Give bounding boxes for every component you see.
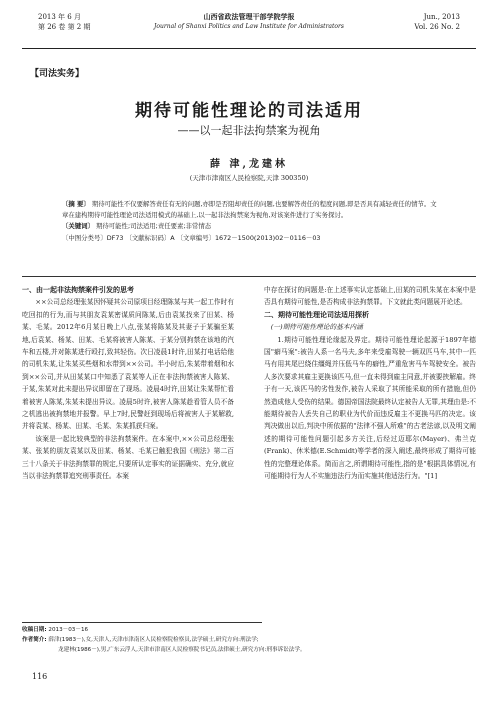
received-value: 2013－03－16 [48, 627, 89, 633]
right-column [264, 284, 476, 483]
received-date [22, 625, 468, 635]
header-volume-en: Vol. 26 No. 2 [414, 23, 460, 31]
header-volume: 第 26 卷 第 2 期 [38, 23, 91, 31]
footnotes [22, 625, 468, 655]
article-subtitle: ——以一起非法拘禁案为视角 [177, 124, 321, 137]
abstract-block [62, 199, 438, 244]
keywords-label: 〔关键词〕 [62, 222, 94, 230]
journal-name-en: Journal of Shanxi Politics and Law Institute for Administrators [154, 23, 344, 30]
journal-name-cn: 山西省政法管理干部学院学报 [203, 12, 295, 21]
running-header [22, 8, 476, 49]
author-affiliation: (天津市津南区人民检察院,天津 300350) [189, 174, 309, 182]
keywords-text: 期待可能性;司法适用;责任要素;非常情态 [96, 222, 212, 230]
header-date: 2013 年 6 月 [38, 13, 81, 21]
abstract-label: 〔摘 要〕 [62, 200, 90, 208]
author-bio-2: 龙建林(1986－),男,广东云浮人,天津市津南区人民检察院书记员,法律硕士,研究方向:刑事诉讼法学。 [58, 647, 306, 653]
header-journal-name [22, 12, 476, 32]
left-column [22, 284, 234, 483]
header-date-en: Jun., 2013 [423, 13, 460, 21]
page-number: 116 [32, 672, 48, 681]
body-paragraph: ××公司总经理张某因怀疑其公司原项目经理陈某与其一起工作时有吃回扣的行为,而与其朋友袁某密谋质问陈某,后由袁某找来了田某、杨某、毛某。2012年6月某日晚上八点,张某将陈某及其妻子于某骗至某地,后袁某、杨某、田某、毛某将被害人陈某、于某分别拘禁在该地的汽车和五楼,并对陈某进行殴打,致其轻伤。次日凌晨1时许,田某打电话给他的司机朱某,让朱某买些烟和水带到××公司。半小时后,朱某带着烟和水到××公司,并从田某某口中知悉了袁某等人正在非法拘禁被害人陈某、于某,朱某对此未提出异议即留在了现场。凌晨4时许,田某让朱某帮忙看着被害人陈某,朱某未提出异议。凌晨5时许,被害人陈某趁看管人员不备之机逃出被拘禁地并报警。早上7时,民警赶到现场后将被害人于某解救,并将袁某、杨某、田某、毛某、朱某抓获归案。 [22, 298, 234, 431]
body-paragraph-continued: 中存在探讨的问题是:在上述事实认定基础上,田某的司机朱某在本案中是否具有期待可能性,是否构成非法拘禁罪。下文就此类问题展开论述。 [264, 286, 476, 307]
author-bio-text-1: 薛津(1983－),女,天津人,天津市津南区人民检察院检察员,法学硕士,研究方向:刑法学; [48, 637, 259, 643]
classification-line: 〔中图分类号〕DF73 〔文献标识码〕A 〔文章编号〕1672－1500(2013)02－0116－03 [62, 233, 321, 242]
footnote-rule [22, 622, 262, 623]
article-authors: 薛 津,龙建林 [210, 159, 288, 170]
article-title: 期待可能性理论的司法适用 [135, 101, 363, 121]
section-heading-2: 二、期待可能性理论司法适用探析 [264, 310, 369, 319]
abstract-text: 期待可能性不仅要解答责任有无的问题,亦即是否阻却责任的问题,也要解答责任的程度问题,即是否具有减轻责任的情节。文章在建构期待可能性理论司法适用模式的基础上,以一起非法拘禁案为视角,对该案件进行了实务探讨。 [62, 200, 437, 219]
header-divider [22, 276, 476, 277]
section-heading-1: 一、由一起非法拘禁案件引发的思考 [22, 286, 134, 294]
header-issue-right [414, 12, 460, 32]
body-paragraph: 该案是一起比较典型的非法拘禁案件。在本案中,××公司总经理张某、张某的朋友袁某以及田某、杨某、毛某已触犯我国《刑法》第二百三十八条关于非法拘禁罪的规定,只要所认定事实的证据确实、充分,就应当以非法拘禁罪追究刑事责任。本案 [22, 434, 234, 481]
author-bio-label: 作者简介: [22, 637, 47, 643]
subsection-heading: (一)期待可能性理论的基本内涵 [270, 323, 363, 332]
keywords [62, 221, 438, 232]
received-label: 收稿日期: [22, 627, 47, 633]
abstract [62, 199, 438, 220]
section-tag: 【司法实务】 [30, 69, 85, 79]
author-bio-1 [22, 635, 468, 645]
body-paragraph: 1.期待可能性理论缘起及界定。期待可能性理论起源于1897年德国"癖马案":被告人系一名马夫,多年来受雇驾驶一辆双匹马车,其中一匹马有用其尾巴绕住缰绳并压低马车的癖性,严重危害马车驾驶安全。被告人多次要求其雇主更换该匹马,但一直未得到雇主同意,并被要挟解雇。终于有一天,该匹马的劣性发作,被告人采取了其所能采取的所有措施,但仍然造成他人受伤的结果。德国帝国法院最终认定被告人无罪,其理由是:不能期待被告人丢失自己的职业为代价而违反雇主不更换马匹的决定。该判决做出以后,判决中所依据的"法律不强人所难"的古老法谚,以及明文阐述的期待可能性问题引起多方关注,后经过迈耶尔(Mayer)、弗兰克(Frank)、休米德(E.Schmidt)等学者的深入阐述,最终形成了期待可能性的完整理论体系。简而言之,所谓期待可能性,指的是"根据具体情况,有可能期待行为人不实施违法行为而实施其他适法行为。"[1] [264, 335, 476, 481]
